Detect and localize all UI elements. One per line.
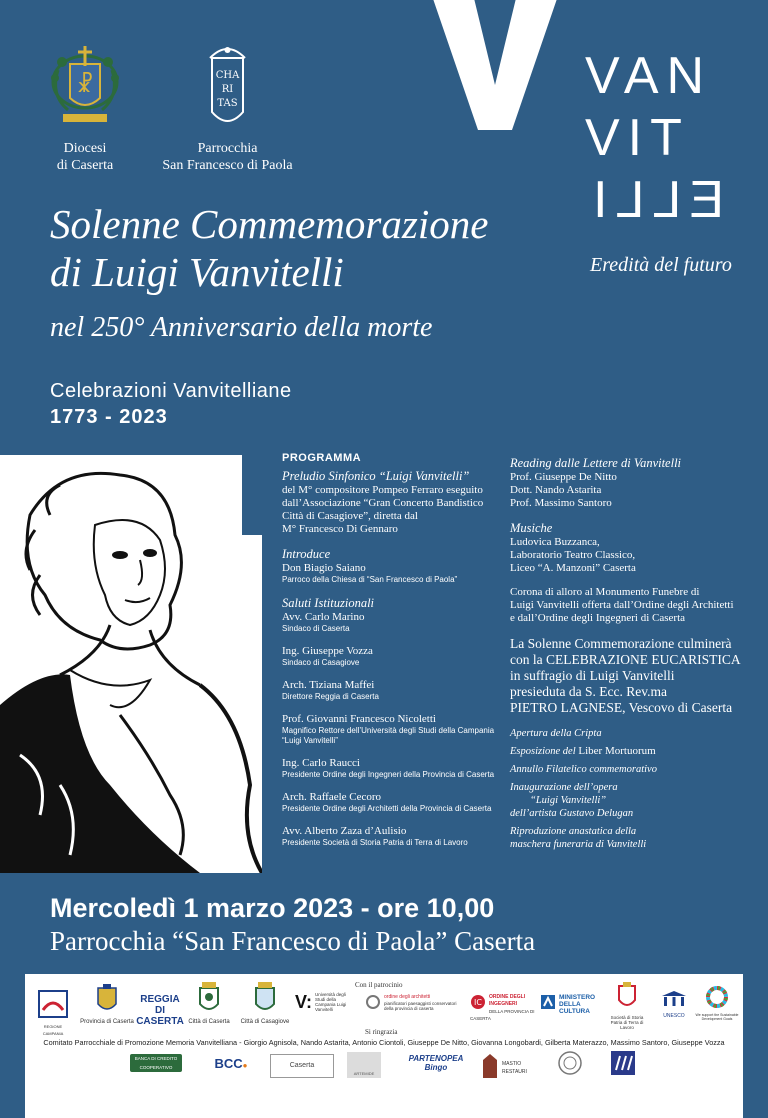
saluti-item <box>282 791 497 814</box>
logo-caption: We support the Sustainable Development Goals <box>695 1013 739 1021</box>
regione-campania-icon <box>38 990 68 1018</box>
caserta-crest-icon <box>197 982 221 1014</box>
sdg-wheel-icon <box>706 986 728 1008</box>
culmine-line: presieduta da S. Ecc. Rev.ma <box>510 684 667 699</box>
saluti-role: Magnifico Rettore dell’Università degli Studi della Campania <box>282 726 495 735</box>
saluti-item <box>282 611 497 634</box>
artemide-logo: ARTEMIDE <box>347 1052 381 1078</box>
riproduzione-line: maschera funeraria di Vanvitelli <box>510 839 647 850</box>
diocesi-line1: Diocesi <box>63 141 107 156</box>
saluti-role: Presidente Ordine degli Architetti della Provincia di Caserta <box>282 804 492 813</box>
parrocchia-seal-icon <box>140 40 315 135</box>
saluti-role: Sindaco di Caserta <box>282 624 350 633</box>
programma-heading: PROGRAMMA <box>282 452 362 464</box>
saluti-role: Direttore Reggia di Caserta <box>282 692 379 701</box>
unicampania-mark: V: <box>295 992 313 1012</box>
saluti-name: Arch. Tiziana Maffei <box>282 679 375 691</box>
saluti-name: Prof. Giovanni Francesco Nicoletti <box>282 713 436 725</box>
ingegneri-icon <box>470 994 486 1010</box>
svg-text:IC: IC <box>474 998 482 1007</box>
saluti-name: Avv. Alberto Zaza d’Aulisio <box>282 825 407 837</box>
logo-caption: MASTIO RESTAURI <box>502 1061 527 1075</box>
wordmark-line1: VAN <box>585 47 713 105</box>
logo-caption: REGIONE CAMPANIA <box>42 1024 64 1036</box>
citta-casagiove-logo <box>240 982 290 1026</box>
logo-caption: Società di Storia Patria di Terra di Lavoro <box>610 1015 644 1030</box>
inaugurazione-line: Inaugurazione dell’opera <box>510 782 618 793</box>
preludio-line: M° Francesco Di Gennaro <box>282 523 398 535</box>
event-venue: Parrocchia “San Francesco di Paola” Caserta <box>50 926 536 956</box>
reading-title: Reading dalle Lettere di Vanvitelli <box>510 456 682 470</box>
saluti-item <box>282 757 497 780</box>
celebrazioni-label: Celebrazioni Vanvitelliane <box>50 380 292 402</box>
vanvitelli-v-logo-icon <box>430 0 560 130</box>
logo-caption: ordine degli architetti <box>384 994 431 1000</box>
partenopea-bingo-logo: PARTENOPEA Bingo <box>408 1054 464 1072</box>
sponsor-footer <box>25 974 743 1118</box>
event-date: Mercoledì 1 marzo 2023 - ore 10,00 <box>50 893 495 923</box>
casagiove-crest-icon <box>253 982 277 1014</box>
unicampania-logo <box>295 992 357 1013</box>
inaugurazione-line: “Luigi Vanvitelli” <box>530 795 607 806</box>
seal-letter: CHA <box>215 70 240 81</box>
title-line2: di Luigi Vanvitelli <box>50 249 344 295</box>
preludio-title: Preludio Sinfonico “Luigi Vanvitelli” <box>282 469 470 483</box>
riproduzione-line: Riproduzione anastatica della <box>510 826 637 837</box>
annullo-item: Annullo Filatelico commemorativo <box>510 764 657 775</box>
culmine-line: con la CELEBRAZIONE EUCARISTICA <box>510 652 741 667</box>
culmine-block <box>510 636 750 716</box>
camera-label: Caserta <box>289 1062 315 1069</box>
saluti-item <box>282 713 497 746</box>
programma-column-right <box>510 456 750 851</box>
ministero-cultura-logo <box>540 994 610 1015</box>
storia-patria-logo <box>605 982 649 1030</box>
logo-caption: DELLA PROVINCIA DI CASERTA <box>470 1009 535 1021</box>
introduce-title: Introduce <box>282 547 331 561</box>
logo-caption: MINISTERO DELLA CULTURA <box>559 994 596 1015</box>
ordine-architetti-logo <box>365 994 460 1011</box>
parrocchia-line1: Parrocchia <box>197 141 258 156</box>
patrocinio-label: Con il patrocinio <box>355 981 403 989</box>
ministero-icon <box>540 994 556 1010</box>
esposizione-italic: Esposizione del <box>510 746 576 757</box>
diocesi-coat-of-arms-icon <box>40 40 130 135</box>
diocesi-logo <box>40 40 130 174</box>
logo-caption: Città di Caserta <box>188 1019 230 1025</box>
preludio-line: del M° compositore Pompeo Ferraro eseguito <box>282 484 483 496</box>
logo-caption: Provincia di Caserta <box>80 1019 134 1025</box>
esposizione-title: Liber Mortuorum <box>578 745 656 757</box>
blue-square-logo <box>608 1050 638 1081</box>
esposizione-item <box>510 745 750 758</box>
preludio-block <box>282 469 497 536</box>
logo-caption: Università degli Studi della Campania Luigi Vanvitelli <box>315 992 347 1012</box>
corona-line: e dall’Ordine degli Ingegneri di Caserta <box>510 612 686 624</box>
musiche-line: Ludovica Buzzanca, <box>510 536 600 548</box>
eventi-list <box>510 727 750 851</box>
comitato-text: Comitato Parrocchiale di Promozione Memoria Vanvitelliana - Giorgio Agnisola, Nando Astarita, Antonio Ciontoli, Giuseppe De Nitto, Giovanna Longobardi, Gilberta Materazzo, Massimo Santoro, Giuseppe Vozza <box>43 1038 725 1047</box>
inaugurazione-line: dell’artista Gustavo Delugan <box>510 808 634 819</box>
introduce-role: Parroco della Chiesa di “San Francesco di Paola” <box>282 575 458 584</box>
logo-caption: ORDINE DEGLI INGEGNERI <box>489 994 526 1007</box>
saluti-role: “Luigi Vanvitelli” <box>282 736 338 745</box>
logo-caption: pianificatori paesaggisti conservatori della provincia di caserta <box>384 1001 457 1011</box>
ringrazia-label: Si ringrazia <box>365 1028 398 1036</box>
architetti-icon <box>365 994 381 1010</box>
reading-name: Prof. Giuseppe De Nitto <box>510 471 617 483</box>
svg-text:☧: ☧ <box>76 73 94 98</box>
introduce-name: Don Biagio Saiano <box>282 562 366 574</box>
storia-patria-crest-icon <box>616 982 638 1010</box>
saluti-role: Sindaco di Casagiove <box>282 658 360 667</box>
programma-column-left <box>282 452 497 859</box>
logo-caption: Città di Casagiove <box>240 1019 290 1025</box>
unesco-logo <box>657 990 691 1020</box>
round-seal-icon <box>557 1050 583 1076</box>
corona-block <box>510 586 750 625</box>
citta-caserta-logo <box>185 982 233 1026</box>
provincia-caserta-logo <box>77 984 137 1026</box>
saluti-name: Avv. Carlo Marino <box>282 611 365 623</box>
culmine-line: in suffragio di Luigi Vanvitelli <box>510 668 675 683</box>
blue-square-icon <box>610 1050 636 1076</box>
saluti-name: Ing. Carlo Raucci <box>282 757 360 769</box>
page-title <box>50 200 488 296</box>
bcc-mark: BCC <box>214 1056 243 1071</box>
musiche-title: Musiche <box>510 521 553 535</box>
saluti-item <box>282 645 497 668</box>
saluti-role: Presidente Società di Storia Patria di Terra di Lavoro <box>282 838 468 847</box>
apertura-item: Apertura della Cripta <box>510 728 602 739</box>
brand-tagline: Eredità del futuro <box>590 254 732 276</box>
bcc-logo <box>205 1056 257 1071</box>
round-seal-logo <box>555 1050 585 1081</box>
logo-caption: UNESCO <box>663 1013 685 1019</box>
introduce-block <box>282 547 497 585</box>
mastio-restauri-logo <box>481 1054 537 1078</box>
saluti-title: Saluti Istituzionali <box>282 596 375 610</box>
seal-letter: RI <box>221 84 234 95</box>
provincia-crest-icon <box>95 984 119 1014</box>
musiche-line: Liceo “A. Manzoni” Caserta <box>510 562 636 574</box>
wordmark-line2: VIT <box>585 109 690 167</box>
culmine-line: La Solenne Commemorazione culminerà <box>510 636 732 651</box>
wordmark-line3: ELLI <box>585 171 724 229</box>
parrocchia-line2: San Francesco di Paola <box>162 158 293 173</box>
title-subtitle: nel 250° Anniversario della morte <box>50 312 433 343</box>
musiche-block <box>510 521 750 575</box>
bcc-accent: ● <box>242 1061 248 1070</box>
sdg-logo <box>695 986 739 1021</box>
mastio-icon <box>481 1054 499 1078</box>
musiche-line: Laboratorio Teatro Classico, <box>510 549 636 561</box>
bcc-banca-logo: BANCA DI CREDITO COOPERATIVO <box>130 1054 182 1072</box>
saluti-role: Presidente Ordine degli Ingegneri della Provincia di Caserta <box>282 770 495 779</box>
ordine-ingegneri-logo <box>470 994 540 1022</box>
diocesi-line2: di Caserta <box>56 158 114 173</box>
saluti-name: Ing. Giuseppe Vozza <box>282 645 373 657</box>
corona-line: Corona di alloro al Monumento Funebre di <box>510 586 700 598</box>
reading-name: Prof. Massimo Santoro <box>510 497 612 509</box>
portrait-image <box>0 455 262 873</box>
reading-name: Dott. Nando Astarita <box>510 484 602 496</box>
unesco-temple-icon <box>661 990 687 1008</box>
corona-line: Luigi Vanvitelli offerta dall’Ordine degli Architetti <box>510 599 734 611</box>
inaugurazione-item <box>510 781 750 820</box>
celebrazioni-years: 1773 - 2023 <box>50 406 168 428</box>
vanvitelli-portrait-icon <box>0 455 262 873</box>
camera-commercio-logo <box>270 1054 334 1078</box>
reggia-caserta-logo: REGGIA DI CASERTA <box>136 994 184 1027</box>
vanvitelli-wordmark <box>585 45 724 231</box>
reading-block <box>510 456 750 510</box>
title-line1: Solenne Commemorazione <box>50 201 489 247</box>
regione-campania-logo <box>35 990 71 1037</box>
preludio-line: dall’Associazione “Gran Concerto Bandistico <box>282 497 484 509</box>
saluti-item <box>282 679 497 702</box>
parrocchia-logo <box>140 40 315 174</box>
preludio-line: Città di Casagiove”, diretta dal <box>282 510 418 522</box>
saluti-item <box>282 825 497 848</box>
seal-letter: TAS <box>217 98 238 109</box>
riproduzione-item <box>510 825 750 851</box>
culmine-line: PIETRO LAGNESE, Vescovo di Caserta <box>510 700 733 715</box>
saluti-name: Arch. Raffaele Cecoro <box>282 791 382 803</box>
